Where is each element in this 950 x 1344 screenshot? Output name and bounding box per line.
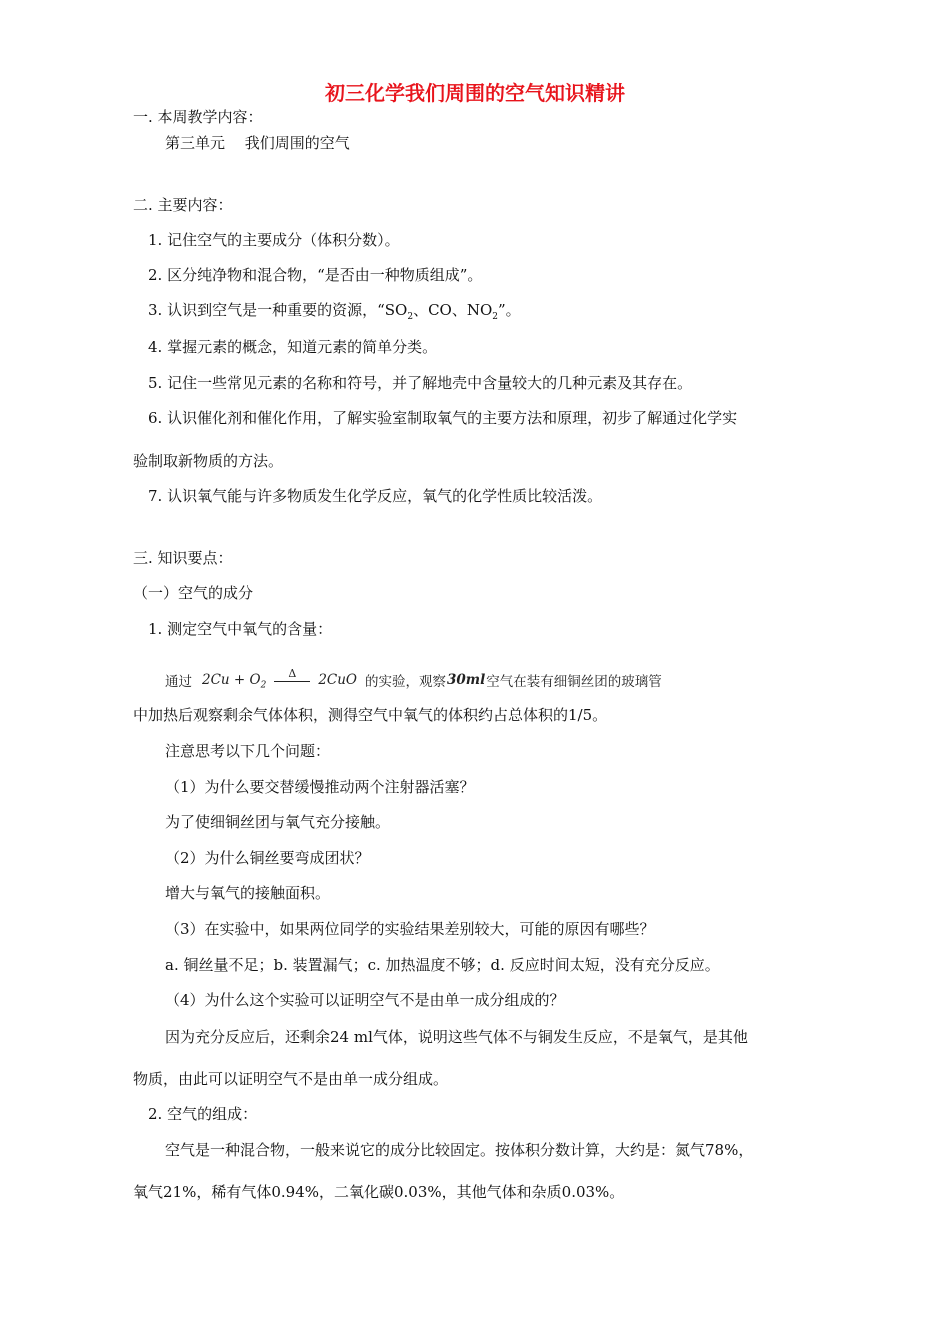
paragraph: 注意思考以下几个问题：	[165, 742, 331, 760]
question: （4）为什么这个实验可以证明空气不是由单一成分组成的？	[165, 991, 565, 1009]
unit-title: 第三单元 我们周围的空气	[165, 134, 350, 152]
equals-bar	[274, 681, 310, 682]
paragraph: 空气是一种混合物，一般来说它的成分比较固定。按体积分数计算，大约是：氮气78%，	[165, 1141, 754, 1159]
list-item: 6. 认识催化剂和催化作用，了解实验室制取氧气的主要方法和原理，初步了解通过化学实	[148, 409, 738, 427]
equation-text: 的实验，观察	[365, 674, 446, 690]
list-item: 3. 认识到空气是一种重要的资源，“$SO_2$、CO、$NO_2$”。	[148, 301, 521, 322]
question: （1）为什么要交替缓慢推动两个注射器活塞？	[165, 778, 475, 796]
section-2-heading: 二. 主要内容：	[133, 196, 233, 214]
paragraph-continuation: 氧气21%，稀有气体0.94%，二氧化碳0.03%，其他气体和杂质0.03%。	[133, 1183, 625, 1201]
chemical-equation-line	[165, 668, 662, 692]
answer-continuation: 物质，由此可以证明空气不是由单一成分组成。	[133, 1070, 449, 1088]
subsection-heading: （一）空气的成分	[133, 584, 254, 602]
question: （2）为什么铜丝要弯成团状？	[165, 849, 370, 867]
equation-product: 2CuO	[318, 672, 357, 688]
answer: 因为充分反应后，还剩余24 ml气体，说明这些气体不与铜发生反应，不是氧气，是其他	[165, 1028, 748, 1046]
list-item: 1. 记住空气的主要成分（体积分数）。	[148, 231, 400, 249]
point-heading: 2. 空气的组成：	[148, 1105, 258, 1123]
list-item-continuation: 验制取新物质的方法。	[133, 452, 284, 470]
section-1-heading: 一. 本周教学内容：	[133, 108, 263, 126]
point-heading: 1. 测定空气中氧气的含量：	[148, 620, 333, 638]
list-item: 7. 认识氧气能与许多物质发生化学反应，氧气的化学性质比较活泼。	[148, 487, 603, 505]
list-item: 2. 区分纯净物和混合物，“是否由一种物质组成”。	[148, 266, 483, 284]
answer: 增大与氧气的接触面积。	[165, 884, 331, 902]
answer: a. 铜丝量不足；b. 装置漏气；c. 加热温度不够；d. 反应时间太短，没有充分反应。	[165, 956, 720, 974]
equation-prefix: 通过	[165, 674, 192, 690]
answer: 为了使细铜丝团与氧气充分接触。	[165, 813, 391, 831]
list-item: 5. 记住一些常见元素的名称和符号，并了解地壳中含量较大的几种元素及其存在。	[148, 374, 693, 392]
volume-value: 30ml	[447, 672, 486, 688]
equation-text-tail: 空气在装有细铜丝团的玻璃管	[486, 674, 662, 690]
question: （3）在实验中，如果两位同学的实验结果差别较大，可能的原因有哪些？	[165, 920, 655, 938]
equation-reactants: $2Cu + O_2$	[202, 672, 267, 691]
list-item: 4. 掌握元素的概念，知道元素的简单分类。	[148, 338, 438, 356]
paragraph: 中加热后观察剩余气体体积，测得空气中氧气的体积约占总体积的1/5。	[133, 706, 608, 724]
reaction-arrow	[274, 666, 310, 682]
heat-symbol: Δ	[288, 666, 297, 680]
section-3-heading: 三. 知识要点：	[133, 549, 233, 567]
document-title: 初三化学我们周围的空气知识精讲	[325, 81, 625, 105]
